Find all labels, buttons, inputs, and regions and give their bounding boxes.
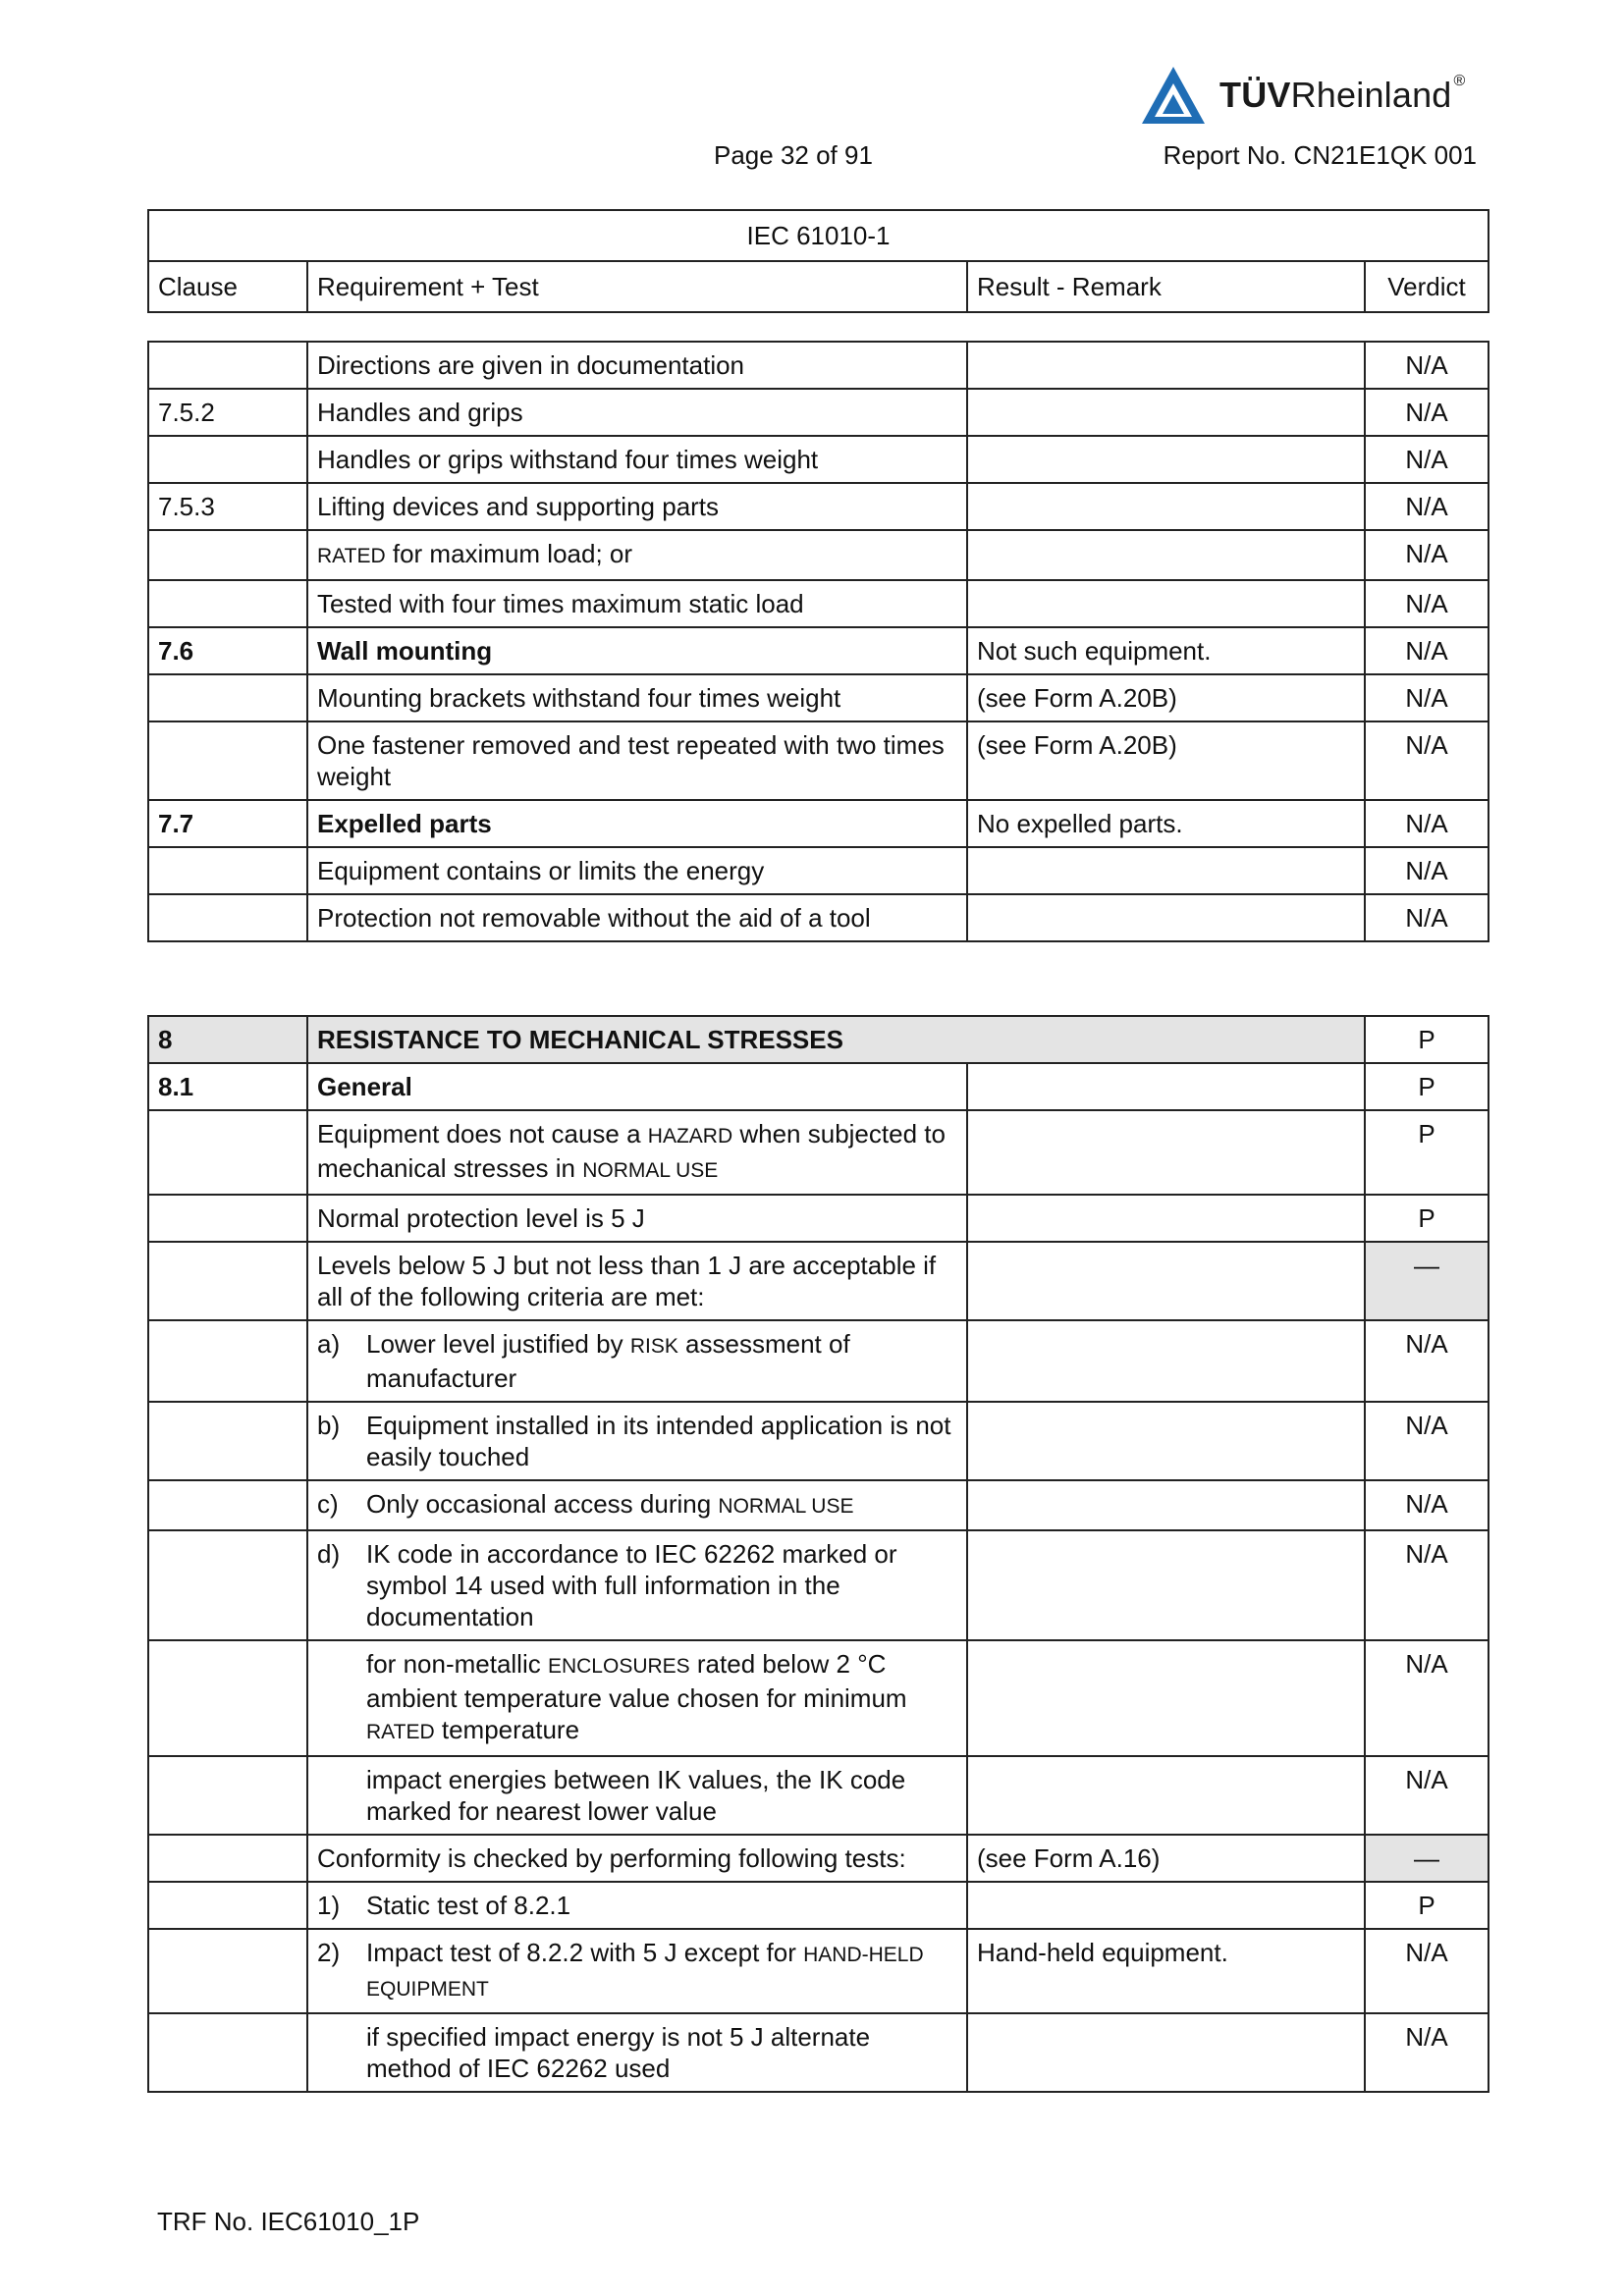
verdict-cell: P xyxy=(1365,1063,1489,1110)
verdict-cell: N/A xyxy=(1365,436,1489,483)
result-cell xyxy=(967,894,1365,941)
table-row xyxy=(148,1063,1489,1110)
clause-cell xyxy=(148,1530,307,1640)
result-cell xyxy=(967,483,1365,530)
verdict-cell: N/A xyxy=(1365,1756,1489,1835)
table-row xyxy=(148,847,1489,894)
clause-cell: 7.6 xyxy=(148,627,307,674)
requirement-cell: General xyxy=(307,1063,967,1110)
requirement-cell: 2) Impact test of 8.2.2 with 5 J except for HAND-HELD EQUIPMENT xyxy=(307,1929,967,2013)
verdict-cell: N/A xyxy=(1365,1480,1489,1530)
table-row xyxy=(148,389,1489,436)
clause-8-table xyxy=(147,1015,1489,2093)
requirement-cell: Protection not removable without the aid of a tool xyxy=(307,894,967,941)
requirement-cell: impact energies between IK values, the IK code marked for nearest lower value xyxy=(307,1756,967,1835)
table-row xyxy=(148,530,1489,580)
table-row xyxy=(148,1242,1489,1320)
requirement-cell: Equipment contains or limits the energy xyxy=(307,847,967,894)
clause-cell xyxy=(148,1195,307,1242)
result-cell xyxy=(967,580,1365,627)
report-number: Report No. CN21E1QK 001 xyxy=(1163,140,1477,170)
requirement-cell: Equipment does not cause a HAZARD when subjected to mechanical stresses in NORMAL USE xyxy=(307,1110,967,1195)
result-cell: Hand-held equipment. xyxy=(967,1929,1365,2013)
verdict-cell: N/A xyxy=(1365,389,1489,436)
result-cell xyxy=(967,1480,1365,1530)
result-cell: (see Form A.16) xyxy=(967,1835,1365,1882)
result-cell: No expelled parts. xyxy=(967,800,1365,847)
tuv-triangle-icon xyxy=(1139,64,1208,127)
table-row xyxy=(148,1882,1489,1929)
table-row xyxy=(148,627,1489,674)
verdict-cell: N/A xyxy=(1365,483,1489,530)
defined-term: NORMAL USE xyxy=(718,1495,854,1518)
result-cell: (see Form A.20B) xyxy=(967,674,1365,721)
result-cell: Not such equipment. xyxy=(967,627,1365,674)
clause-cell xyxy=(148,580,307,627)
clause-cell xyxy=(148,721,307,800)
result-cell xyxy=(967,1530,1365,1640)
requirement-cell: Conformity is checked by performing following tests: xyxy=(307,1835,967,1882)
clause-cell xyxy=(148,1480,307,1530)
clause-cell xyxy=(148,1320,307,1402)
result-cell xyxy=(967,1402,1365,1480)
result-cell xyxy=(967,1110,1365,1195)
clause-cell xyxy=(148,894,307,941)
table-row xyxy=(148,2013,1489,2092)
defined-term: HAZARD xyxy=(647,1125,733,1148)
clause-cell xyxy=(148,1929,307,2013)
section-header-row xyxy=(148,1016,1489,1063)
verdict-cell: N/A xyxy=(1365,2013,1489,2092)
verdict-cell: N/A xyxy=(1365,894,1489,941)
verdict-cell: P xyxy=(1365,1016,1489,1063)
table-row xyxy=(148,483,1489,530)
defined-term: HAND-HELD EQUIPMENT xyxy=(366,1944,924,2001)
requirement-cell: Wall mounting xyxy=(307,627,967,674)
defined-term: RATED xyxy=(366,1721,435,1743)
result-cell xyxy=(967,342,1365,389)
requirement-cell: c) Only occasional access during NORMAL USE xyxy=(307,1480,967,1530)
table-row xyxy=(148,894,1489,941)
verdict-cell: N/A xyxy=(1365,530,1489,580)
table-row xyxy=(148,342,1489,389)
clause-cell xyxy=(148,1756,307,1835)
verdict-cell: N/A xyxy=(1365,1640,1489,1756)
clause-cell xyxy=(148,342,307,389)
logo-text: TÜVRheinland ® xyxy=(1219,73,1466,115)
table-row xyxy=(148,674,1489,721)
result-cell xyxy=(967,1063,1365,1110)
page-number: Page 32 of 91 xyxy=(714,140,873,170)
requirement-cell: Normal protection level is 5 J xyxy=(307,1195,967,1242)
clause-cell: 8.1 xyxy=(148,1063,307,1110)
clause-cell xyxy=(148,2013,307,2092)
verdict-cell: N/A xyxy=(1365,847,1489,894)
defined-term: ENCLOSURES xyxy=(547,1655,690,1678)
requirement-cell: Handles or grips withstand four times weight xyxy=(307,436,967,483)
result-cell xyxy=(967,1640,1365,1756)
clause-cell xyxy=(148,436,307,483)
verdict-cell: N/A xyxy=(1365,1320,1489,1402)
table-row xyxy=(148,436,1489,483)
result-cell xyxy=(967,2013,1365,2092)
defined-term: RATED xyxy=(317,545,386,567)
col-requirement: Requirement + Test xyxy=(307,261,967,312)
requirement-cell: Levels below 5 J but not less than 1 J are acceptable if all of the following criteria are met: xyxy=(307,1242,967,1320)
requirement-cell: if specified impact energy is not 5 J alternate method of IEC 62262 used xyxy=(307,2013,967,2092)
result-cell xyxy=(967,436,1365,483)
clause-cell xyxy=(148,1242,307,1320)
table-row xyxy=(148,1402,1489,1480)
requirement-cell: Handles and grips xyxy=(307,389,967,436)
table-row xyxy=(148,1835,1489,1882)
table-row xyxy=(148,1929,1489,2013)
result-cell xyxy=(967,389,1365,436)
table-row xyxy=(148,1195,1489,1242)
table-row xyxy=(148,1110,1489,1195)
trf-number: TRF No. IEC61010_1P xyxy=(157,2207,420,2236)
requirement-cell: Tested with four times maximum static load xyxy=(307,580,967,627)
clause-cell xyxy=(148,1110,307,1195)
clause-cell: 7.5.2 xyxy=(148,389,307,436)
table-row xyxy=(148,1756,1489,1835)
result-cell xyxy=(967,1756,1365,1835)
clause-cell: 8 xyxy=(148,1016,307,1063)
result-cell: (see Form A.20B) xyxy=(967,721,1365,800)
requirement-cell: b) Equipment installed in its intended application is not easily touched xyxy=(307,1402,967,1480)
defined-term: NORMAL USE xyxy=(582,1159,719,1182)
clause-cell xyxy=(148,674,307,721)
table-row xyxy=(148,1530,1489,1640)
verdict-cell: N/A xyxy=(1365,721,1489,800)
table-row xyxy=(148,721,1489,800)
table-row xyxy=(148,1640,1489,1756)
verdict-cell: N/A xyxy=(1365,342,1489,389)
col-result: Result - Remark xyxy=(967,261,1365,312)
requirement-cell: Lifting devices and supporting parts xyxy=(307,483,967,530)
table-row xyxy=(148,800,1489,847)
result-cell xyxy=(967,1242,1365,1320)
table-header xyxy=(147,209,1489,313)
result-cell xyxy=(967,1882,1365,1929)
verdict-cell: — xyxy=(1365,1242,1489,1320)
requirement-cell: for non-metallic ENCLOSURES rated below 2 °C ambient temperature value chosen for minimum RATED temperature xyxy=(307,1640,967,1756)
clause-cell xyxy=(148,530,307,580)
clause-cell xyxy=(148,1835,307,1882)
tuv-logo xyxy=(1139,61,1466,130)
requirement-cell: Directions are given in documentation xyxy=(307,342,967,389)
verdict-cell: N/A xyxy=(1365,1402,1489,1480)
result-cell xyxy=(967,530,1365,580)
table-row xyxy=(148,1480,1489,1530)
requirement-cell: RATED for maximum load; or xyxy=(307,530,967,580)
requirement-cell: a) Lower level justified by RISK assessment of manufacturer xyxy=(307,1320,967,1402)
requirement-cell: One fastener removed and test repeated with two times weight xyxy=(307,721,967,800)
requirement-cell: 1) Static test of 8.2.1 xyxy=(307,1882,967,1929)
clause-7-table xyxy=(147,341,1489,942)
result-cell xyxy=(967,1320,1365,1402)
section-title: RESISTANCE TO MECHANICAL STRESSES xyxy=(307,1016,1365,1063)
verdict-cell: N/A xyxy=(1365,1929,1489,2013)
verdict-cell: — xyxy=(1365,1835,1489,1882)
verdict-cell: N/A xyxy=(1365,674,1489,721)
defined-term: RISK xyxy=(629,1335,678,1358)
verdict-cell: P xyxy=(1365,1195,1489,1242)
result-cell xyxy=(967,1195,1365,1242)
clause-cell xyxy=(148,1402,307,1480)
clause-cell xyxy=(148,847,307,894)
table-row xyxy=(148,580,1489,627)
verdict-cell: N/A xyxy=(1365,800,1489,847)
col-verdict: Verdict xyxy=(1365,261,1489,312)
table-row xyxy=(148,1320,1489,1402)
clause-cell xyxy=(148,1640,307,1756)
col-clause: Clause xyxy=(148,261,307,312)
verdict-cell: N/A xyxy=(1365,1530,1489,1640)
standard-title: IEC 61010-1 xyxy=(148,210,1489,261)
requirement-cell: Mounting brackets withstand four times weight xyxy=(307,674,967,721)
clause-cell xyxy=(148,1882,307,1929)
clause-cell: 7.5.3 xyxy=(148,483,307,530)
verdict-cell: P xyxy=(1365,1882,1489,1929)
result-cell xyxy=(967,847,1365,894)
verdict-cell: N/A xyxy=(1365,627,1489,674)
requirement-cell: Expelled parts xyxy=(307,800,967,847)
verdict-cell: N/A xyxy=(1365,580,1489,627)
requirement-cell: d) IK code in accordance to IEC 62262 marked or symbol 14 used with full information in the documentation xyxy=(307,1530,967,1640)
clause-cell: 7.7 xyxy=(148,800,307,847)
verdict-cell: P xyxy=(1365,1110,1489,1195)
